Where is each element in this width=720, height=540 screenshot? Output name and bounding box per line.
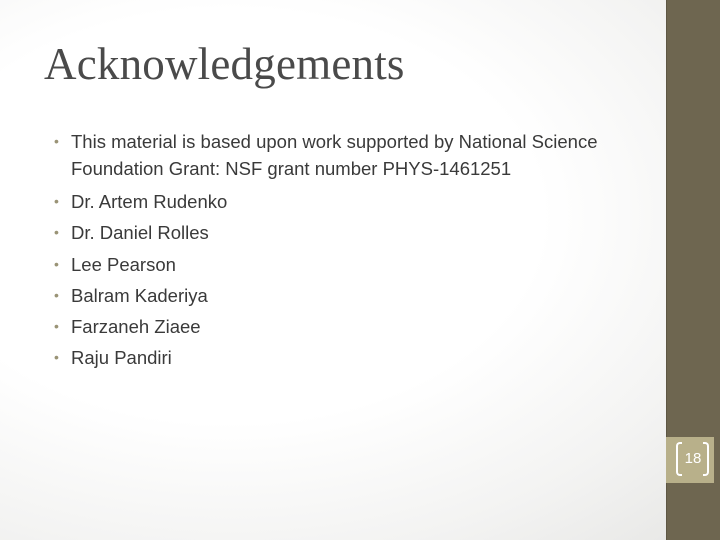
list-item bbox=[54, 217, 614, 248]
list-item bbox=[54, 311, 614, 342]
page-number: 18 bbox=[684, 450, 702, 467]
list-item bbox=[54, 186, 614, 217]
list-item-text: Lee Pearson bbox=[71, 253, 176, 275]
bullet-icon: • bbox=[54, 255, 59, 272]
bullet-icon: • bbox=[54, 193, 59, 209]
list-item-text: Raju Pandiri bbox=[71, 347, 172, 369]
list-item bbox=[54, 280, 614, 311]
list-item-text: Farzaneh Ziaee bbox=[71, 316, 201, 338]
bullet-icon: • bbox=[54, 224, 59, 241]
list-item bbox=[54, 342, 614, 373]
bullet-icon: • bbox=[54, 318, 59, 335]
list-item-text: This material is based upon work supported by National Science​Foundation Grant: NSF grant number PHYS-1461251 bbox=[71, 131, 598, 179]
list-item bbox=[54, 128, 614, 182]
bullet-icon: • bbox=[54, 286, 59, 303]
list-item-text: Balram Kaderiya bbox=[71, 284, 208, 306]
bullet-list bbox=[54, 128, 614, 374]
slide-title: Acknowledgements bbox=[44, 39, 405, 89]
list-item-text: Dr. Artem Rudenko bbox=[71, 191, 228, 212]
list-item bbox=[54, 249, 614, 280]
list-item-text: Dr. Daniel Rolles bbox=[71, 222, 209, 244]
bullet-icon: • bbox=[54, 349, 59, 366]
bullet-icon: • bbox=[54, 133, 59, 149]
